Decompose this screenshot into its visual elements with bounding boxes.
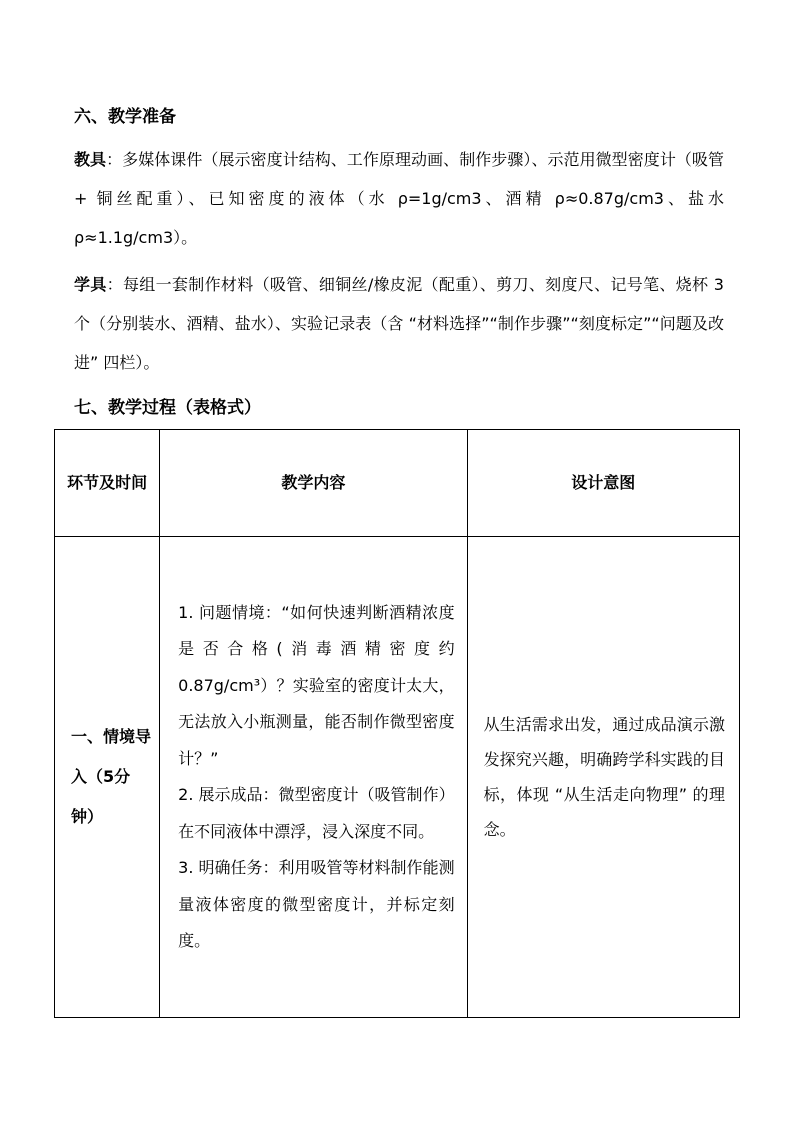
header-teaching-content: 教学内容 [160, 430, 467, 537]
teaching-process-table [54, 429, 740, 1018]
section-heading-teaching-prep: 六、教学准备 [74, 107, 176, 127]
student-tools-label: 学具 [74, 275, 107, 294]
content-item-problem: 1. 问题情境：“如何快速判断酒精浓度是否合格(消毒酒精密度约 0.87g/cm³）？实验室的密度计太大，无法放入小瓶测量，能否制作微型密度计？” [178, 602, 455, 768]
student-tools-paragraph [74, 265, 724, 382]
section-heading-teaching-process: 七、教学过程（表格式） [74, 398, 261, 418]
table-row [55, 537, 740, 1018]
table-header-row [55, 430, 740, 537]
header-design-intent: 设计意图 [467, 430, 739, 537]
content-item-task: 3. 明确任务：利用吸管等材料制作能测量液体密度的微型密度计，并标定刻度。 [178, 858, 455, 950]
student-tools-text: ：每组一套制作材料（吸管、细铜丝/橡皮泥（配重）、剪刀、刻度尺、记号笔、烧杯 3 个（分别装水、酒精、盐水）、实验记录表（含 “材料选择”“制作步骤”“刻度标定”“问题及改进” 四栏）。 [74, 275, 724, 372]
teaching-tools-label: 教具 [74, 150, 107, 169]
header-stage-time: 环节及时间 [55, 430, 160, 537]
teaching-tools-text: ：多媒体课件（展示密度计结构、工作原理动画、制作步骤）、示范用微型密度计（吸管 + 铜丝配重）、已知密度的液体（水 ρ=1g/cm3、酒精 ρ≈0.87g/cm3、盐水 ρ≈1.1g/cm3）。 [74, 150, 724, 247]
content-item-show: 2. 展示成品：微型密度计（吸管制作）在不同液体中漂浮，浸入深度不同。 [178, 785, 455, 841]
stage-cell: 一、情境导入（5分钟） [55, 537, 160, 1018]
teaching-tools-paragraph [74, 140, 724, 257]
intent-cell: 从生活需求出发，通过成品演示激发探究兴趣，明确跨学科实践的目标，体现 “从生活走向物理” 的理念。 [467, 537, 739, 1018]
content-cell [160, 537, 467, 1018]
